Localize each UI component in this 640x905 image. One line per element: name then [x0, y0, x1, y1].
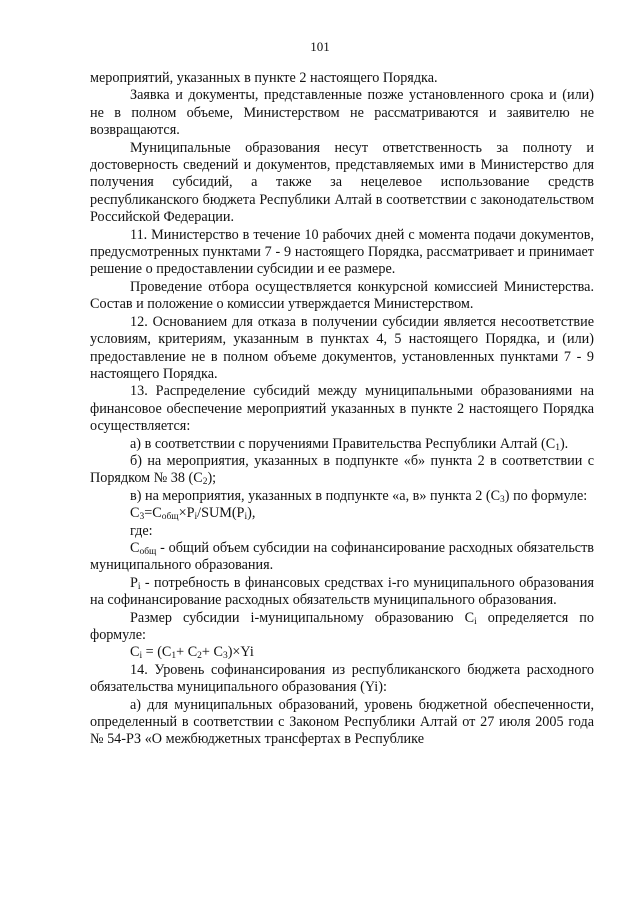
paragraph: 12. Основанием для отказа в получении субсидии является несоответствие условиям, критериям, указанным в пунктах 4, 5 настоящего Порядка, и (или) предоставление не в полном объеме документов, установленных пунктами 7 - 9 настоящего Порядка. [90, 313, 594, 382]
paragraph: где: [130, 522, 153, 539]
paragraph: Проведение отбора осуществляется конкурсной комиссией Министерства. Состав и положение о комиссии утверждается Министерством. [90, 278, 594, 313]
document-body [90, 70, 594, 749]
paragraph: мероприятий, указанных в пункте 2 настоящего Порядка. [90, 70, 438, 86]
paragraph: 14. Уровень софинансирования из республиканского бюджета расходного обязательства муниципального образования (Yi): [90, 661, 594, 696]
paragraph: Размер субсидии i-муниципальному образованию $С_i$ определяется по формуле: [90, 609, 594, 643]
paragraph: $С_i = (С_1+ С_2+ С_3)\times Yi$ [130, 644, 254, 662]
page-number: 101 [310, 39, 330, 54]
paragraph: $Р_i$ - потребность в финансовых средствах i-го муниципального образования на софинансирование расходных обязательств муниципального образования. [90, 574, 594, 609]
paragraph: 11. Министерство в течение 10 рабочих дней с момента подачи документов, предусмотренных пунктами 7 - 9 настоящего Порядка, рассматривает и принимает решение о предоставлении субсидии и ее размере. [90, 226, 594, 278]
paragraph: 13. Распределение субсидий между муниципальными образованиями на финансовое обеспечение мероприятий указанных в пункте 2 настоящего Порядка осуществляется: [90, 383, 594, 435]
paragraph: в) на мероприятия, указанных в подпункте «а, в» пункта 2 $(С_3)$ по формуле: [130, 487, 588, 505]
paragraph: а) для муниципальных образований, уровень бюджетной обеспеченности, определенный в соответствии с Законом Республики Алтай от 27 июля 2005 года № 54-РЗ «О межбюджетных трансфертах в Республике [90, 696, 594, 748]
paragraph: $С_{общ}$ - общий объем субсидии на софинансирование расходных обязательств муниципального образования. [90, 539, 594, 574]
paragraph: $С_3=С_{общ}\times Р_i/SUM(Р_i)$, [130, 505, 256, 523]
paragraph: Заявка и документы, представленные позже установленного срока и (или) не в полном объеме, Министерством не рассматриваются и заявителю не возвращаются. [90, 87, 594, 139]
paragraph: а) в соответствии с поручениями Правительства Республики Алтай $(С_1)$. [130, 435, 569, 453]
paragraph: Муниципальные образования несут ответственность за полноту и достоверность сведений и документов, представляемых ими в Министерство для получения субсидий, а также за нецелевое использование средств республиканского бюджета Республики Алтай в соответствии с законодательством Российской Федерации. [90, 139, 594, 226]
paragraph: б) на мероприятия, указанных в подпункте «б» пункта 2 в соответствии с Порядком № 38 $(С_2)$; [90, 452, 594, 488]
